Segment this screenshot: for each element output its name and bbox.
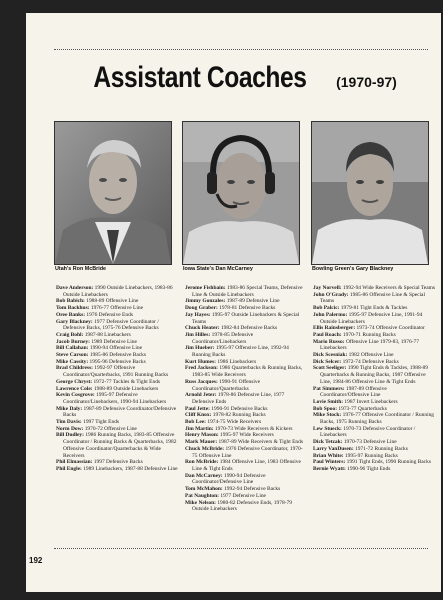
coach-tenure: 1987 Invert Linebackers [344, 398, 398, 405]
coach-name: John Palermo: [313, 311, 348, 318]
coach-photo-caption: Iowa State's Dan McCarney [183, 266, 253, 272]
coach-name: Dick Selcer: [313, 358, 342, 365]
coach-tenure: 1972-77 Tackles & Tight Ends [93, 378, 161, 385]
coach-name: Lew Stueck: [313, 425, 342, 432]
coach-entry [185, 365, 307, 378]
coach-tenure: 1990 Outside Linebackers, 1983-86 Outside Linebackers [63, 285, 173, 298]
coach-tenure: 1986 Linebackers [217, 358, 257, 365]
coach-name: Paul Jette: [185, 405, 210, 412]
coach-tenure: 1990-96 Tight Ends [347, 465, 391, 472]
coach-tenure: 1978-85 Defensive Coordinator/Linebackers [192, 331, 254, 345]
coach-tenure: 1995-96 Defensive Backs [89, 358, 146, 365]
coach-entry [313, 352, 435, 359]
coach-entry [56, 319, 178, 332]
coach-tenure: 1976-77 Offensive Line [90, 305, 144, 312]
coach-name: Mike Daly: [56, 405, 83, 412]
coach-name: Fred Jackson: [185, 365, 218, 372]
coach-tenure: 1985-86 Offensive Line & Special Teams [320, 291, 425, 305]
coach-name: Chuck McBride: [185, 445, 225, 452]
coach-entry [56, 312, 178, 319]
coach-tenure: 1986 Running Backs, 1983-85 Offensive Coordinator / Running Backs & Quarterbacks, 1982 Offensive Coordinator/Quarterbacks & Wide Receivers [63, 432, 177, 459]
coach-entry [185, 500, 307, 513]
coach-tenure: 1980-82 Defensive Ends, 1978-79 Outside Linebackers [192, 499, 292, 513]
coach-tenure: 1972-74 Defensive Backs [342, 358, 399, 365]
coach-entry [185, 325, 307, 332]
coach-tenure: 1978-81 Defensive Backs [219, 305, 276, 312]
coach-entry [56, 379, 178, 386]
coach-name: Jim Martin: [185, 425, 214, 432]
coach-name: Dick Scesniak: [313, 352, 348, 359]
coach-tenure: 1989 Defensive Line [91, 338, 137, 345]
coach-tenure: 1990-94 Offensive Line [89, 345, 142, 352]
coach-tenure: 1992-94 Wide Receivers & Special Teams [342, 285, 435, 291]
coach-tenure: 1971-72 Running Backs [355, 445, 408, 452]
page-heading [26, 61, 441, 95]
coach-name: Jerome Fishbain: [185, 285, 226, 291]
coach-entry [313, 453, 435, 460]
coach-tenure: 1977 Defensive Coordinator / Defensive Backs, 1975-76 Defensive Backs [63, 318, 159, 332]
coach-name: George Chryst: [56, 378, 93, 385]
coach-name: Mike Cassity: [56, 358, 89, 365]
page-title: Assistant Coaches [93, 61, 307, 94]
coach-tenure: 1970-72 Offensive Line [84, 425, 137, 432]
coach-tenure: 1995-97 Defensive Line, 1991-94 Outside Linebackers [320, 311, 423, 325]
coach-tenure: 1976 Defensive Ends [86, 311, 133, 318]
coach-tenure: 1984 Offensive Line, 1983 Offensive Line & Tight Ends [192, 459, 301, 472]
coach-name: Jim Hilles: [185, 331, 211, 338]
coach-tenure: 1982-84 Defensive Backs [220, 325, 278, 332]
coach-tenure: 1976-77 Offensive Coordinator / Running Backs, 1975 Running Backs [320, 412, 435, 426]
coach-name: Norm Dow: [56, 425, 84, 432]
coach-entry [313, 292, 435, 305]
coach-name: Jim Hueber: [185, 345, 215, 352]
coach-entry [185, 392, 307, 405]
coach-photo-ron-mcbride [54, 121, 172, 265]
coach-name: Brad Childress: [56, 365, 93, 372]
coach-entry [313, 399, 435, 406]
coach-name: Phil Engle: [56, 465, 82, 472]
coach-tenure: 1990 Tight Ends & Tackles, 1988-89 Quarterbacks & Running Backs, 1987 Offensive Line, 1984-86 Offensive Line & Tight Ends [320, 365, 428, 385]
coach-entry [313, 459, 435, 466]
coach-tenure: 1992-97 Offensive Coordinator/Quarterbacks, 1991 Running Backs [63, 365, 169, 379]
coach-entry [56, 406, 178, 419]
coach-name: Pat Naughton: [185, 492, 219, 499]
coach-entry [313, 426, 435, 439]
coach-tenure: 1989 Linebackers, 1987-88 Defensive Line [83, 465, 178, 472]
coach-tenure: 1986 Quarterbacks & Running Backs, 1983-85 Wide Receivers [192, 365, 303, 379]
coach-entry [185, 426, 307, 433]
coach-entry [313, 446, 435, 453]
coach-tenure: 1987-89 Offensive Coordinator/Offensive Line [320, 385, 387, 399]
coach-tenure: 1995-97 Offensive Line, 1992-94 Running Backs [192, 345, 289, 359]
coach-tenure: 1987-89 Defensive Coordinator/Defensive Backs [63, 405, 177, 419]
coach-entry [56, 365, 178, 378]
coach-tenure: 1987-89 Wide Receivers & Tight Ends [218, 439, 303, 446]
coach-tenure: 1991 Tight Ends, 1990 Running Backs [346, 459, 431, 466]
coach-tenure: 1995-97 Wide Receivers [220, 432, 274, 439]
coach-entry [313, 312, 435, 325]
coach-entry [56, 285, 178, 298]
coach-name: Jacob Burney: [56, 338, 90, 345]
coach-entry [185, 459, 307, 472]
coach-entry [185, 493, 307, 500]
coach-tenure: 1979-81 Tight Ends & Tackles [340, 305, 408, 312]
coach-entry [56, 332, 178, 339]
coach-tenure: 1988-89 Offensive Line [86, 298, 139, 305]
coach-photo-dan-mccarney [182, 121, 300, 265]
coach-tenure: 1970-73 Wide Receivers & Kickers [214, 425, 293, 432]
coach-name: Paul Roach: [313, 331, 342, 338]
coach-tenure: 1992-94 Defensive Backs [224, 486, 281, 493]
coach-entry [56, 305, 178, 312]
coach-entry [185, 312, 307, 325]
coach-tenure: 1976 Defensive Coordinator, 1970-75 Offensive Line [192, 445, 303, 459]
coach-entry [56, 352, 178, 359]
coach-name: Bob Palcic: [313, 305, 340, 312]
bottom-dotted-rule [54, 548, 428, 549]
coach-name: Dick Tetzak: [313, 439, 343, 446]
coach-entry [313, 339, 435, 352]
coach-tenure: 1977 Defensive Line [220, 492, 266, 499]
coach-tenure: 1970-73 Defensive Coordinator / Linebackers [320, 425, 416, 439]
coach-name: Dan McCarney: [185, 472, 223, 479]
coach-name: Mike Stock: [313, 412, 342, 419]
coach-name: Ron McBride: [185, 459, 219, 466]
coach-entry [185, 406, 307, 413]
coach-name: Jay Norvell: [313, 285, 342, 291]
coach-entry [185, 446, 307, 459]
coach-name: Mike Nelson: [185, 499, 216, 506]
coach-name: Cliff Knox: [185, 412, 212, 419]
coach-name: Tom Backhus: [56, 305, 90, 312]
coach-name: Phil Elmassian: [56, 459, 93, 466]
coach-entry [185, 332, 307, 345]
coach-entry [185, 473, 307, 486]
coach-entry [185, 359, 307, 366]
coach-tenure: 1987-89 Defensive Line [226, 298, 280, 305]
coach-name: Paul Winters: [313, 459, 346, 466]
coach-photo-caption: Utah's Ron McBride [55, 266, 107, 272]
coach-entry [313, 325, 435, 332]
coach-name: Bernie Wyatt: [313, 465, 346, 472]
coach-name: Mark Mauer: [185, 439, 218, 446]
coach-tenure: 1978-86 Defensive Line, 1977 Defensive Ends [192, 392, 285, 405]
coach-tenure: 1995-97 Outside Linebackers & Special Teams [192, 311, 300, 325]
coach-tenure: 1990-94 Defensive Coordinator/Defensive Line [192, 472, 266, 486]
coach-name: Lawrence Cole: [56, 385, 93, 392]
coach-name: John O'Grady: [313, 291, 349, 298]
coach-entry [56, 392, 178, 405]
coach-tenure: 1990-91 Offensive Coordinator/Quarterbacks [192, 378, 260, 392]
coach-name: Steve Carson: [56, 352, 89, 359]
coach-name: Doug Graber: [185, 305, 218, 312]
coach-name: Arnold Jeter: [185, 392, 217, 399]
coach-name: Ellis Rainsberger: [313, 325, 356, 332]
coach-tenure: 1988-89 Outside Linebackers [93, 385, 159, 392]
coach-name: Jimmy Gonzales: [185, 298, 226, 305]
coach-entry [56, 459, 178, 466]
coach-name: Dave Anderson: [56, 285, 94, 291]
coach-tenure: Offensive Line 1979-83, 1976-77 Linebackers [320, 338, 419, 352]
coach-name: Russ Jacques: [185, 378, 218, 385]
coach-name: Bob Spoo: [313, 405, 338, 412]
coach-list-column-3 [313, 285, 435, 473]
coach-entry [313, 359, 435, 366]
page-number: 192 [29, 556, 43, 565]
coach-entry [185, 419, 307, 426]
coach-entry [313, 365, 435, 385]
coach-tenure: 1974-75 Wide Receivers [207, 419, 262, 426]
coach-name: Bob Babich: [56, 298, 85, 305]
coach-entry [56, 466, 178, 473]
coach-entry [313, 285, 435, 292]
coach-name: Jay Hayes: [185, 311, 211, 318]
coach-entry [185, 486, 307, 493]
coach-name: Oree Banks: [56, 311, 86, 318]
coach-tenure: 1990-91 Defensive Backs [211, 405, 268, 412]
top-dotted-rule [54, 49, 428, 50]
coach-entry [313, 305, 435, 312]
coach-entry [185, 412, 307, 419]
coach-name: Bill Callahan: [56, 345, 89, 352]
coach-entry [185, 305, 307, 312]
coach-name: Tom McMahon: [185, 486, 223, 493]
coach-entry [185, 432, 307, 439]
coach-entry [56, 419, 178, 426]
coach-entry [313, 466, 435, 473]
coach-entry [185, 439, 307, 446]
coach-tenure: 1982 Offensive Line [348, 352, 394, 359]
coach-name: Kevin Cosgrove: [56, 392, 95, 399]
coach-tenure: 1973-74 Offensive Coordinator [356, 325, 425, 332]
coach-entry [56, 432, 178, 459]
coach-tenure: 1997 Tight Ends [83, 419, 120, 426]
coach-name: Brian White: [313, 452, 344, 459]
coach-name: Gary Blackney: [56, 318, 93, 325]
coach-tenure: 1978-82 Running Backs [212, 412, 266, 419]
coach-tenure: 1995-97 Running Backs [344, 452, 398, 459]
coach-tenure: 1970-73 Defensive Line [343, 439, 397, 446]
coach-name: Henry Mason: [185, 432, 219, 439]
coach-entry [185, 285, 307, 298]
coach-tenure: 1973-77 Quarterbacks [338, 405, 387, 412]
coach-name: Bob Lee: [185, 419, 206, 426]
coach-entry [313, 386, 435, 399]
coach-name: Lovie Smith: [313, 398, 344, 405]
coach-name: Pat Simmers: [313, 385, 345, 392]
coach-tenure: 1985-86 Defensive Backs [89, 352, 147, 359]
coach-tenure: 1970-71 Running Backs [342, 331, 396, 338]
coach-entry [313, 412, 435, 425]
coach-tenure: 1983-86 Special Teams, Defensive Line & Outside Linebackers [192, 285, 303, 298]
coach-entry [185, 379, 307, 392]
coach-name: Kurt Humes: [185, 358, 216, 365]
coach-name: Larry VanDusen: [313, 445, 354, 452]
coach-name: Scott Seeliger: [313, 365, 347, 372]
coach-photo-gary-blackney [311, 121, 429, 265]
coach-entry [185, 345, 307, 358]
coach-name: Craig Bohl: [56, 331, 84, 338]
coach-list-column-2 [185, 285, 307, 513]
coach-entry [313, 439, 435, 446]
coach-name: Bill Dudley: [56, 432, 84, 439]
coach-entry [313, 332, 435, 339]
coach-list-column-1 [56, 285, 178, 473]
coach-name: Chuck Heater: [185, 325, 220, 332]
coach-tenure: 1995-97 Defensive Coordinator/Linebackers, 1990-94 Linebackers [63, 392, 167, 405]
media-guide-page [26, 13, 441, 592]
coach-name: Mario Russo: [313, 338, 345, 345]
coach-photo-caption: Bowling Green's Gary Blackney [312, 266, 394, 272]
coach-tenure: 1987-88 Linebackers [84, 331, 131, 338]
coach-tenure: 1997 Defensive Backs [93, 459, 143, 466]
page-title-years: (1970-97) [336, 74, 397, 90]
coach-name: Tim Davis: [56, 419, 82, 426]
